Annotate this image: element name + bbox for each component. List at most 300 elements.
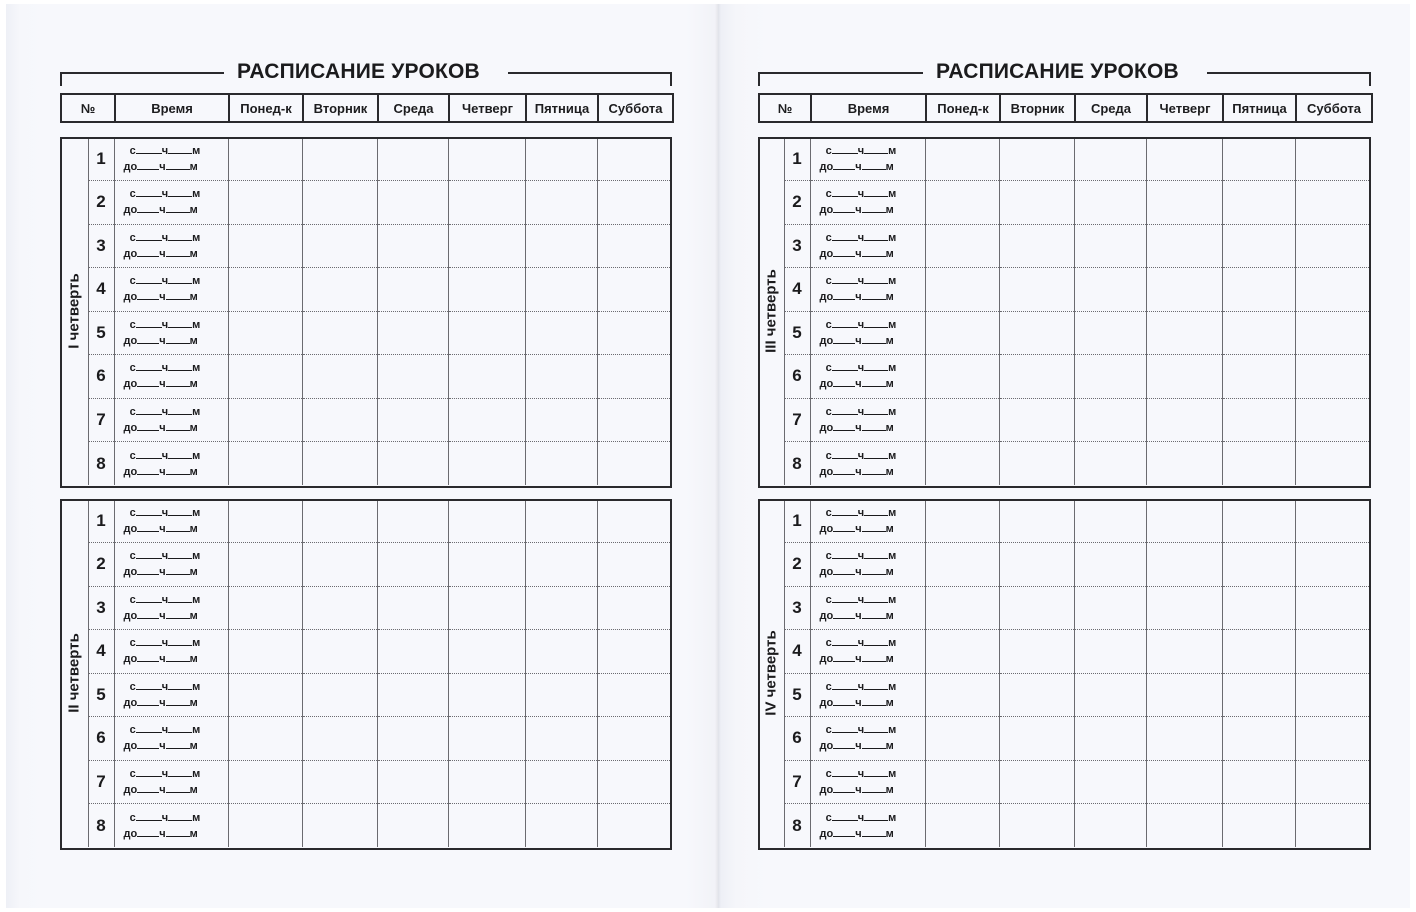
time-blank[interactable] — [168, 636, 192, 646]
time-blank[interactable] — [137, 696, 159, 706]
lesson-cell-wednesday[interactable] — [377, 586, 448, 630]
lesson-cell-thursday[interactable] — [448, 181, 525, 225]
lesson-cell-tuesday[interactable] — [999, 311, 1074, 355]
time-blank[interactable] — [833, 203, 855, 213]
time-blank[interactable] — [168, 144, 192, 154]
lesson-cell-tuesday[interactable] — [999, 442, 1074, 486]
lesson-cell-tuesday[interactable] — [302, 311, 377, 355]
time-blank[interactable] — [862, 465, 886, 475]
lesson-cell-saturday[interactable] — [597, 442, 672, 486]
time-blank[interactable] — [137, 160, 159, 170]
time-blank[interactable] — [862, 827, 886, 837]
lesson-cell-wednesday[interactable] — [377, 499, 448, 543]
lesson-cell-saturday[interactable] — [1295, 499, 1371, 543]
lesson-cell-wednesday[interactable] — [377, 137, 448, 181]
time-blank[interactable] — [168, 506, 192, 516]
lesson-cell-friday[interactable] — [525, 268, 597, 312]
time-blank[interactable] — [136, 144, 162, 154]
lesson-cell-saturday[interactable] — [597, 804, 672, 848]
time-blank[interactable] — [833, 160, 855, 170]
time-blank[interactable] — [166, 783, 190, 793]
lesson-cell-friday[interactable] — [525, 543, 597, 587]
lesson-cell-friday[interactable] — [1222, 355, 1295, 399]
lesson-cell-thursday[interactable] — [1146, 630, 1222, 674]
time-blank[interactable] — [168, 318, 192, 328]
lesson-cell-friday[interactable] — [525, 586, 597, 630]
lesson-cell-thursday[interactable] — [1146, 398, 1222, 442]
time-blank[interactable] — [864, 274, 888, 284]
time-blank[interactable] — [864, 811, 888, 821]
lesson-cell-saturday[interactable] — [597, 137, 672, 181]
lesson-cell-saturday[interactable] — [597, 398, 672, 442]
time-blank[interactable] — [862, 377, 886, 387]
lesson-cell-tuesday[interactable] — [302, 804, 377, 848]
time-blank[interactable] — [864, 405, 888, 415]
time-blank[interactable] — [136, 593, 162, 603]
lesson-cell-thursday[interactable] — [448, 630, 525, 674]
lesson-cell-tuesday[interactable] — [302, 586, 377, 630]
lesson-cell-friday[interactable] — [525, 224, 597, 268]
lesson-cell-tuesday[interactable] — [302, 630, 377, 674]
time-blank[interactable] — [833, 290, 855, 300]
time-blank[interactable] — [864, 506, 888, 516]
lesson-cell-tuesday[interactable] — [302, 717, 377, 761]
lesson-cell-saturday[interactable] — [1295, 586, 1371, 630]
time-blank[interactable] — [862, 334, 886, 344]
time-blank[interactable] — [832, 549, 858, 559]
lesson-cell-saturday[interactable] — [1295, 355, 1371, 399]
time-blank[interactable] — [137, 783, 159, 793]
lesson-cell-wednesday[interactable] — [1074, 181, 1146, 225]
lesson-cell-tuesday[interactable] — [999, 543, 1074, 587]
time-blank[interactable] — [166, 160, 190, 170]
time-blank[interactable] — [137, 609, 159, 619]
lesson-cell-monday[interactable] — [925, 804, 999, 848]
lesson-cell-monday[interactable] — [925, 355, 999, 399]
time-blank[interactable] — [832, 593, 858, 603]
lesson-cell-tuesday[interactable] — [999, 181, 1074, 225]
lesson-cell-monday[interactable] — [925, 630, 999, 674]
time-blank[interactable] — [833, 334, 855, 344]
lesson-cell-wednesday[interactable] — [1074, 804, 1146, 848]
time-blank[interactable] — [833, 247, 855, 257]
lesson-cell-saturday[interactable] — [1295, 804, 1371, 848]
time-blank[interactable] — [168, 593, 192, 603]
lesson-cell-wednesday[interactable] — [377, 804, 448, 848]
lesson-cell-tuesday[interactable] — [999, 717, 1074, 761]
time-blank[interactable] — [832, 405, 858, 415]
time-blank[interactable] — [168, 361, 192, 371]
lesson-cell-tuesday[interactable] — [302, 398, 377, 442]
lesson-cell-monday[interactable] — [925, 442, 999, 486]
time-blank[interactable] — [832, 811, 858, 821]
lesson-cell-monday[interactable] — [228, 268, 302, 312]
lesson-cell-monday[interactable] — [228, 673, 302, 717]
lesson-cell-thursday[interactable] — [1146, 673, 1222, 717]
lesson-cell-thursday[interactable] — [1146, 268, 1222, 312]
lesson-cell-monday[interactable] — [925, 543, 999, 587]
time-blank[interactable] — [136, 361, 162, 371]
time-blank[interactable] — [864, 723, 888, 733]
lesson-cell-thursday[interactable] — [448, 543, 525, 587]
lesson-cell-saturday[interactable] — [1295, 543, 1371, 587]
lesson-cell-friday[interactable] — [525, 630, 597, 674]
time-blank[interactable] — [166, 290, 190, 300]
lesson-cell-wednesday[interactable] — [377, 311, 448, 355]
lesson-cell-thursday[interactable] — [448, 268, 525, 312]
lesson-cell-wednesday[interactable] — [1074, 673, 1146, 717]
lesson-cell-saturday[interactable] — [1295, 181, 1371, 225]
lesson-cell-saturday[interactable] — [597, 586, 672, 630]
time-blank[interactable] — [136, 405, 162, 415]
lesson-cell-tuesday[interactable] — [999, 586, 1074, 630]
lesson-cell-friday[interactable] — [1222, 311, 1295, 355]
lesson-cell-monday[interactable] — [228, 630, 302, 674]
lesson-cell-tuesday[interactable] — [302, 543, 377, 587]
time-blank[interactable] — [137, 334, 159, 344]
lesson-cell-wednesday[interactable] — [377, 717, 448, 761]
lesson-cell-saturday[interactable] — [597, 673, 672, 717]
time-blank[interactable] — [166, 696, 190, 706]
lesson-cell-thursday[interactable] — [448, 398, 525, 442]
lesson-cell-thursday[interactable] — [448, 673, 525, 717]
time-blank[interactable] — [833, 565, 855, 575]
lesson-cell-tuesday[interactable] — [999, 224, 1074, 268]
lesson-cell-saturday[interactable] — [597, 268, 672, 312]
time-blank[interactable] — [862, 247, 886, 257]
lesson-cell-monday[interactable] — [925, 586, 999, 630]
lesson-cell-friday[interactable] — [1222, 586, 1295, 630]
lesson-cell-saturday[interactable] — [1295, 398, 1371, 442]
lesson-cell-tuesday[interactable] — [302, 181, 377, 225]
lesson-cell-thursday[interactable] — [448, 717, 525, 761]
lesson-cell-friday[interactable] — [1222, 760, 1295, 804]
lesson-cell-friday[interactable] — [1222, 543, 1295, 587]
lesson-cell-friday[interactable] — [525, 311, 597, 355]
lesson-cell-tuesday[interactable] — [999, 355, 1074, 399]
lesson-cell-thursday[interactable] — [1146, 543, 1222, 587]
lesson-cell-wednesday[interactable] — [1074, 442, 1146, 486]
lesson-cell-friday[interactable] — [525, 760, 597, 804]
time-blank[interactable] — [136, 506, 162, 516]
lesson-cell-friday[interactable] — [1222, 673, 1295, 717]
time-blank[interactable] — [864, 187, 888, 197]
lesson-cell-saturday[interactable] — [1295, 630, 1371, 674]
lesson-cell-thursday[interactable] — [1146, 442, 1222, 486]
time-blank[interactable] — [832, 274, 858, 284]
time-blank[interactable] — [832, 636, 858, 646]
time-blank[interactable] — [168, 449, 192, 459]
lesson-cell-monday[interactable] — [228, 311, 302, 355]
lesson-cell-monday[interactable] — [228, 224, 302, 268]
time-blank[interactable] — [833, 652, 855, 662]
lesson-cell-wednesday[interactable] — [377, 181, 448, 225]
time-blank[interactable] — [832, 723, 858, 733]
lesson-cell-friday[interactable] — [1222, 181, 1295, 225]
lesson-cell-friday[interactable] — [1222, 398, 1295, 442]
lesson-cell-saturday[interactable] — [597, 760, 672, 804]
time-blank[interactable] — [832, 449, 858, 459]
time-blank[interactable] — [137, 421, 159, 431]
lesson-cell-thursday[interactable] — [1146, 717, 1222, 761]
time-blank[interactable] — [166, 203, 190, 213]
time-blank[interactable] — [862, 290, 886, 300]
time-blank[interactable] — [168, 231, 192, 241]
lesson-cell-saturday[interactable] — [597, 355, 672, 399]
lesson-cell-thursday[interactable] — [448, 224, 525, 268]
time-blank[interactable] — [833, 421, 855, 431]
lesson-cell-tuesday[interactable] — [999, 760, 1074, 804]
lesson-cell-wednesday[interactable] — [1074, 543, 1146, 587]
time-blank[interactable] — [864, 636, 888, 646]
lesson-cell-thursday[interactable] — [1146, 499, 1222, 543]
time-blank[interactable] — [136, 723, 162, 733]
time-blank[interactable] — [862, 609, 886, 619]
time-blank[interactable] — [137, 203, 159, 213]
lesson-cell-monday[interactable] — [925, 398, 999, 442]
lesson-cell-friday[interactable] — [525, 398, 597, 442]
lesson-cell-friday[interactable] — [525, 181, 597, 225]
lesson-cell-saturday[interactable] — [1295, 760, 1371, 804]
time-blank[interactable] — [136, 549, 162, 559]
time-blank[interactable] — [166, 334, 190, 344]
time-blank[interactable] — [168, 187, 192, 197]
lesson-cell-monday[interactable] — [228, 355, 302, 399]
time-blank[interactable] — [864, 231, 888, 241]
lesson-cell-saturday[interactable] — [597, 543, 672, 587]
lesson-cell-friday[interactable] — [525, 442, 597, 486]
lesson-cell-thursday[interactable] — [1146, 224, 1222, 268]
time-blank[interactable] — [168, 811, 192, 821]
lesson-cell-friday[interactable] — [525, 804, 597, 848]
lesson-cell-wednesday[interactable] — [1074, 268, 1146, 312]
time-blank[interactable] — [862, 203, 886, 213]
lesson-cell-wednesday[interactable] — [377, 398, 448, 442]
lesson-cell-wednesday[interactable] — [1074, 398, 1146, 442]
lesson-cell-monday[interactable] — [925, 268, 999, 312]
time-blank[interactable] — [166, 421, 190, 431]
lesson-cell-wednesday[interactable] — [377, 268, 448, 312]
lesson-cell-wednesday[interactable] — [377, 673, 448, 717]
lesson-cell-monday[interactable] — [925, 717, 999, 761]
lesson-cell-monday[interactable] — [228, 181, 302, 225]
time-blank[interactable] — [862, 652, 886, 662]
lesson-cell-saturday[interactable] — [597, 630, 672, 674]
time-blank[interactable] — [137, 522, 159, 532]
lesson-cell-friday[interactable] — [1222, 499, 1295, 543]
lesson-cell-monday[interactable] — [925, 224, 999, 268]
time-blank[interactable] — [136, 318, 162, 328]
lesson-cell-wednesday[interactable] — [1074, 137, 1146, 181]
time-blank[interactable] — [832, 506, 858, 516]
lesson-cell-thursday[interactable] — [1146, 181, 1222, 225]
time-blank[interactable] — [166, 739, 190, 749]
time-blank[interactable] — [862, 522, 886, 532]
time-blank[interactable] — [136, 767, 162, 777]
time-blank[interactable] — [862, 696, 886, 706]
lesson-cell-tuesday[interactable] — [999, 499, 1074, 543]
lesson-cell-monday[interactable] — [925, 673, 999, 717]
time-blank[interactable] — [833, 609, 855, 619]
time-blank[interactable] — [168, 405, 192, 415]
lesson-cell-wednesday[interactable] — [377, 543, 448, 587]
time-blank[interactable] — [862, 783, 886, 793]
time-blank[interactable] — [832, 767, 858, 777]
time-blank[interactable] — [832, 680, 858, 690]
lesson-cell-tuesday[interactable] — [999, 268, 1074, 312]
lesson-cell-saturday[interactable] — [1295, 442, 1371, 486]
time-blank[interactable] — [833, 827, 855, 837]
lesson-cell-saturday[interactable] — [597, 311, 672, 355]
lesson-cell-monday[interactable] — [228, 717, 302, 761]
time-blank[interactable] — [862, 739, 886, 749]
lesson-cell-wednesday[interactable] — [377, 355, 448, 399]
lesson-cell-saturday[interactable] — [1295, 137, 1371, 181]
time-blank[interactable] — [864, 593, 888, 603]
lesson-cell-saturday[interactable] — [1295, 673, 1371, 717]
time-blank[interactable] — [166, 377, 190, 387]
lesson-cell-saturday[interactable] — [1295, 268, 1371, 312]
lesson-cell-saturday[interactable] — [1295, 717, 1371, 761]
lesson-cell-wednesday[interactable] — [1074, 224, 1146, 268]
lesson-cell-monday[interactable] — [228, 804, 302, 848]
lesson-cell-saturday[interactable] — [1295, 311, 1371, 355]
lesson-cell-saturday[interactable] — [597, 181, 672, 225]
lesson-cell-wednesday[interactable] — [377, 760, 448, 804]
time-blank[interactable] — [833, 377, 855, 387]
time-blank[interactable] — [137, 652, 159, 662]
time-blank[interactable] — [166, 465, 190, 475]
lesson-cell-monday[interactable] — [925, 311, 999, 355]
lesson-cell-monday[interactable] — [228, 137, 302, 181]
lesson-cell-tuesday[interactable] — [999, 804, 1074, 848]
time-blank[interactable] — [833, 696, 855, 706]
time-blank[interactable] — [832, 187, 858, 197]
lesson-cell-thursday[interactable] — [448, 760, 525, 804]
lesson-cell-monday[interactable] — [925, 499, 999, 543]
time-blank[interactable] — [136, 636, 162, 646]
time-blank[interactable] — [136, 187, 162, 197]
lesson-cell-thursday[interactable] — [448, 137, 525, 181]
time-blank[interactable] — [137, 739, 159, 749]
lesson-cell-saturday[interactable] — [597, 224, 672, 268]
lesson-cell-saturday[interactable] — [597, 499, 672, 543]
time-blank[interactable] — [862, 160, 886, 170]
lesson-cell-tuesday[interactable] — [302, 355, 377, 399]
lesson-cell-wednesday[interactable] — [1074, 760, 1146, 804]
lesson-cell-thursday[interactable] — [1146, 355, 1222, 399]
lesson-cell-saturday[interactable] — [597, 717, 672, 761]
lesson-cell-tuesday[interactable] — [302, 673, 377, 717]
lesson-cell-wednesday[interactable] — [377, 442, 448, 486]
lesson-cell-wednesday[interactable] — [1074, 311, 1146, 355]
time-blank[interactable] — [864, 449, 888, 459]
time-blank[interactable] — [168, 274, 192, 284]
time-blank[interactable] — [166, 652, 190, 662]
time-blank[interactable] — [864, 318, 888, 328]
lesson-cell-monday[interactable] — [925, 760, 999, 804]
time-blank[interactable] — [137, 465, 159, 475]
lesson-cell-friday[interactable] — [1222, 224, 1295, 268]
time-blank[interactable] — [864, 361, 888, 371]
lesson-cell-thursday[interactable] — [448, 355, 525, 399]
lesson-cell-friday[interactable] — [525, 355, 597, 399]
lesson-cell-tuesday[interactable] — [302, 499, 377, 543]
lesson-cell-wednesday[interactable] — [377, 630, 448, 674]
time-blank[interactable] — [166, 565, 190, 575]
time-blank[interactable] — [168, 549, 192, 559]
lesson-cell-thursday[interactable] — [448, 586, 525, 630]
lesson-cell-monday[interactable] — [228, 398, 302, 442]
lesson-cell-friday[interactable] — [1222, 630, 1295, 674]
lesson-cell-friday[interactable] — [525, 717, 597, 761]
lesson-cell-monday[interactable] — [228, 442, 302, 486]
lesson-cell-thursday[interactable] — [1146, 586, 1222, 630]
lesson-cell-thursday[interactable] — [448, 804, 525, 848]
time-blank[interactable] — [166, 247, 190, 257]
lesson-cell-tuesday[interactable] — [302, 137, 377, 181]
lesson-cell-tuesday[interactable] — [302, 224, 377, 268]
time-blank[interactable] — [168, 723, 192, 733]
lesson-cell-tuesday[interactable] — [302, 268, 377, 312]
lesson-cell-tuesday[interactable] — [302, 760, 377, 804]
lesson-cell-thursday[interactable] — [1146, 804, 1222, 848]
lesson-cell-tuesday[interactable] — [302, 442, 377, 486]
time-blank[interactable] — [137, 827, 159, 837]
time-blank[interactable] — [136, 811, 162, 821]
time-blank[interactable] — [168, 680, 192, 690]
lesson-cell-monday[interactable] — [925, 137, 999, 181]
time-blank[interactable] — [832, 318, 858, 328]
lesson-cell-thursday[interactable] — [448, 311, 525, 355]
lesson-cell-wednesday[interactable] — [1074, 717, 1146, 761]
time-blank[interactable] — [864, 144, 888, 154]
lesson-cell-monday[interactable] — [228, 543, 302, 587]
lesson-cell-tuesday[interactable] — [999, 630, 1074, 674]
time-blank[interactable] — [137, 565, 159, 575]
time-blank[interactable] — [137, 377, 159, 387]
lesson-cell-tuesday[interactable] — [999, 673, 1074, 717]
lesson-cell-thursday[interactable] — [1146, 760, 1222, 804]
time-blank[interactable] — [832, 144, 858, 154]
time-blank[interactable] — [833, 783, 855, 793]
time-blank[interactable] — [137, 247, 159, 257]
lesson-cell-friday[interactable] — [1222, 137, 1295, 181]
lesson-cell-friday[interactable] — [1222, 442, 1295, 486]
time-blank[interactable] — [864, 767, 888, 777]
lesson-cell-monday[interactable] — [228, 499, 302, 543]
time-blank[interactable] — [833, 465, 855, 475]
time-blank[interactable] — [166, 827, 190, 837]
lesson-cell-friday[interactable] — [525, 673, 597, 717]
time-blank[interactable] — [136, 231, 162, 241]
lesson-cell-friday[interactable] — [1222, 804, 1295, 848]
time-blank[interactable] — [136, 449, 162, 459]
lesson-cell-thursday[interactable] — [448, 442, 525, 486]
time-blank[interactable] — [832, 231, 858, 241]
time-blank[interactable] — [136, 274, 162, 284]
lesson-cell-tuesday[interactable] — [999, 137, 1074, 181]
lesson-cell-monday[interactable] — [228, 760, 302, 804]
time-blank[interactable] — [833, 739, 855, 749]
time-blank[interactable] — [168, 767, 192, 777]
time-blank[interactable] — [166, 522, 190, 532]
lesson-cell-thursday[interactable] — [1146, 311, 1222, 355]
time-blank[interactable] — [862, 565, 886, 575]
lesson-cell-monday[interactable] — [925, 181, 999, 225]
lesson-cell-wednesday[interactable] — [1074, 630, 1146, 674]
lesson-cell-tuesday[interactable] — [999, 398, 1074, 442]
